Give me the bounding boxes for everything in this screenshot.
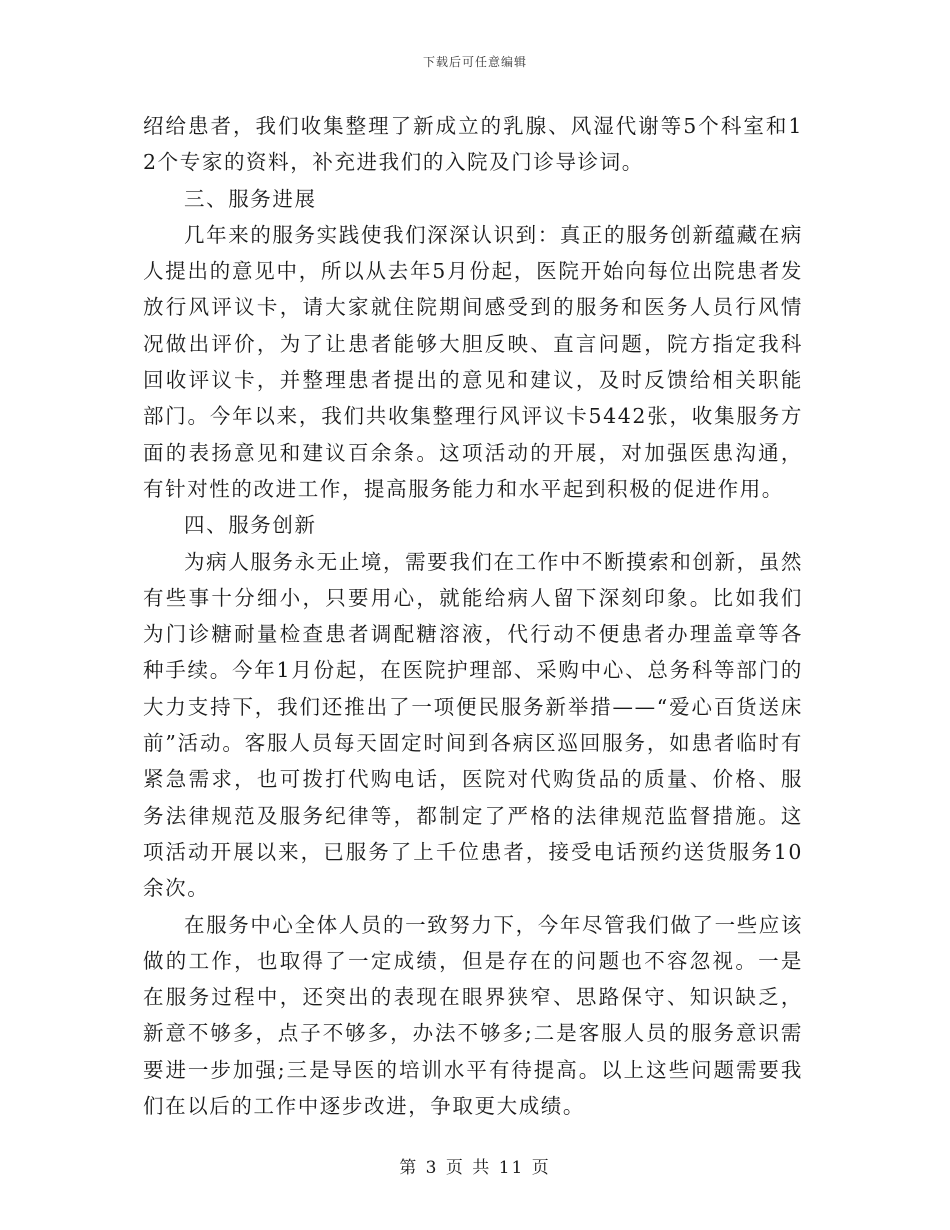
paragraph-progress: 几年来的服务实践使我们深深认识到：真正的服务创新蕴藏在病人提出的意见中，所以从去年5月份起，医院开始向每位出院患者发放行风评议卡，请大家就住院期间感受到的服务和医务人员行风情况做出评价，为了让患者能够大胆反映、直言问题，院方指定我科回收评议卡，并整理患者提出的意见和建议，及时反馈给相关职能部门。今年以来，我们共收集整理行风评议卡5442张，收集服务方面的表扬意见和建议百余条。这项活动的开展，对加强医患沟通，有针对性的改进工作，提高服务能力和水平起到积极的促进作用。 bbox=[143, 222, 803, 501]
paragraph-summary: 在服务中心全体人员的一致努力下，今年尽管我们做了一些应该做的工作，也取得了一定成绩，但是存在的问题也不容忽视。一是在服务过程中，还突出的表现在眼界狭窄、思路保守、知识缺乏，新意不够多，点子不够多，办法不够多;二是客服人员的服务意识需要进一步加强;三是导医的培训水平有待提高。以上这些问题需要我们在以后的工作中逐步改进，争取更大成绩。 bbox=[143, 912, 803, 1119]
page-number: 第 3 页 共 11 页 bbox=[399, 1158, 551, 1178]
header-note: 下载后可任意编辑 bbox=[422, 55, 527, 69]
paragraph-continuation: 绍给患者，我们收集整理了新成立的乳腺、风湿代谢等5个科室和12个专家的资料，补充进我们的入院及门诊导诊词。 bbox=[143, 114, 803, 175]
paragraph-innovation: 为病人服务永无止境，需要我们在工作中不断摸索和创新，虽然有些事十分细小，只要用心，就能给病人留下深刻印象。比如我们为门诊糖耐量检查患者调配糖溶液，代行动不便患者办理盖章等各种手续。今年1月份起，在医院护理部、采购中心、总务科等部门的大力支持下，我们还推出了一项便民服务新举措——“爱心百货送床前”活动。客服人员每天固定时间到各病区巡回服务，如患者临时有紧急需求，也可拨打代购电话，医院对代购货品的质量、价格、服务法律规范及服务纪律等，都制定了严格的法律规范监督措施。这项活动开展以来，已服务了上千位患者，接受电话预约送货服务10余次。 bbox=[143, 549, 803, 901]
section-heading-progress: 三、服务进展 bbox=[184, 186, 317, 211]
document-body bbox=[143, 108, 803, 1124]
section-heading-innovation: 四、服务创新 bbox=[184, 513, 317, 538]
